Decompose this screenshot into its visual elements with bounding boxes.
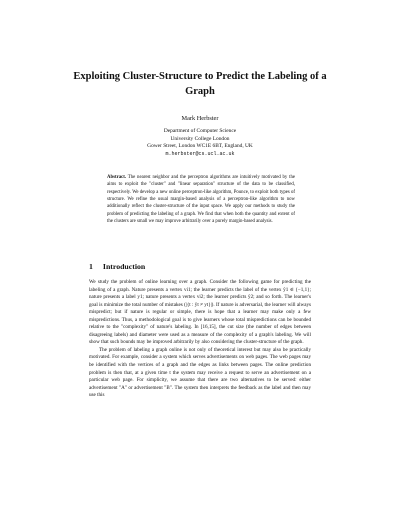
paper-title: Exploiting Cluster-Structure to Predict the Labeling of a Graph <box>73 71 327 97</box>
abstract-text: The nearest neighbor and the perceptron algorithms are intuitively motivated by the aims to exploit the "cluster" and "linear separation" structure of the data to be classified, respectively. We develop a new online perceptron-like algorithm, Pounce, to exploit both types of structure. We refine the usual margin-based analysis of a perceptron-like algorithm to now additionally reflect the cluster-structure of the input space. We apply our methods to study the problem of predicting the labeling of a graph. We find that when both the quantity and extent of the clusters are small we may improve arbitrarily over a purely margin-based analysis. <box>107 175 295 225</box>
author-name: Mark Herbster <box>181 115 219 122</box>
section-body <box>89 279 311 400</box>
body-paragraph: We study the problem of online learning over a graph. Consider the following game for predicting the labeling of a graph. Nature presents a vertex vi1; the learner predicts the label of the vertex ŷ1 ∈ {−1,1}; nature presents a label y1; nature presents a vertex vi2; the learner predicts ŷ2; and so forth. The learner's goal is minimize the total number of mistakes (|{t : ŷt ≠ yt}|). If nature is adversarial, the learner will always mispredict; but if nature is regular or simple, there is hope that a learner may make only a few mispredictions. Thus, a methodological goal is to give learners whose total mispredictions can be bounded relative to the "complexity" of nature's labeling. In [16,15], the cut size (the number of edges between disagreeing labels) and diameter were used as a measure of the complexity of a graph's labeling. We will show that such bounds may be improved arbitrarily by also considering the cluster-structure of the graph. <box>89 279 311 346</box>
abstract <box>107 174 295 225</box>
address: Gower Street, London WC1E 6BT, England, UK <box>147 143 253 149</box>
section-title: Introduction <box>102 262 146 271</box>
body-paragraph: The problem of labeling a graph online is not only of theoretical interest but may also be practically motivated. For example, consider a system which serves advertisements on web pages. The web pages may be identified with the vertices of a graph and the edges as links between pages. The online prediction problem is then that, at a given time t the system may receive a request to serve an advertisement on a particular web page. For simplicity, we assume that there are two alternatives to be served: either advertisement "A" or advertisement "B". The system then interprets the feedback as the label and then may use this <box>89 346 311 399</box>
section-number: 1 <box>89 262 93 271</box>
affiliation-block <box>0 128 400 158</box>
institution: University College London <box>170 135 230 142</box>
abstract-heading: Abstract. <box>107 175 127 180</box>
department: Department of Computer Science <box>163 128 237 134</box>
section-heading <box>89 262 145 271</box>
author-email[interactable]: m.herbster@cs.ucl.ac.uk <box>165 150 235 157</box>
